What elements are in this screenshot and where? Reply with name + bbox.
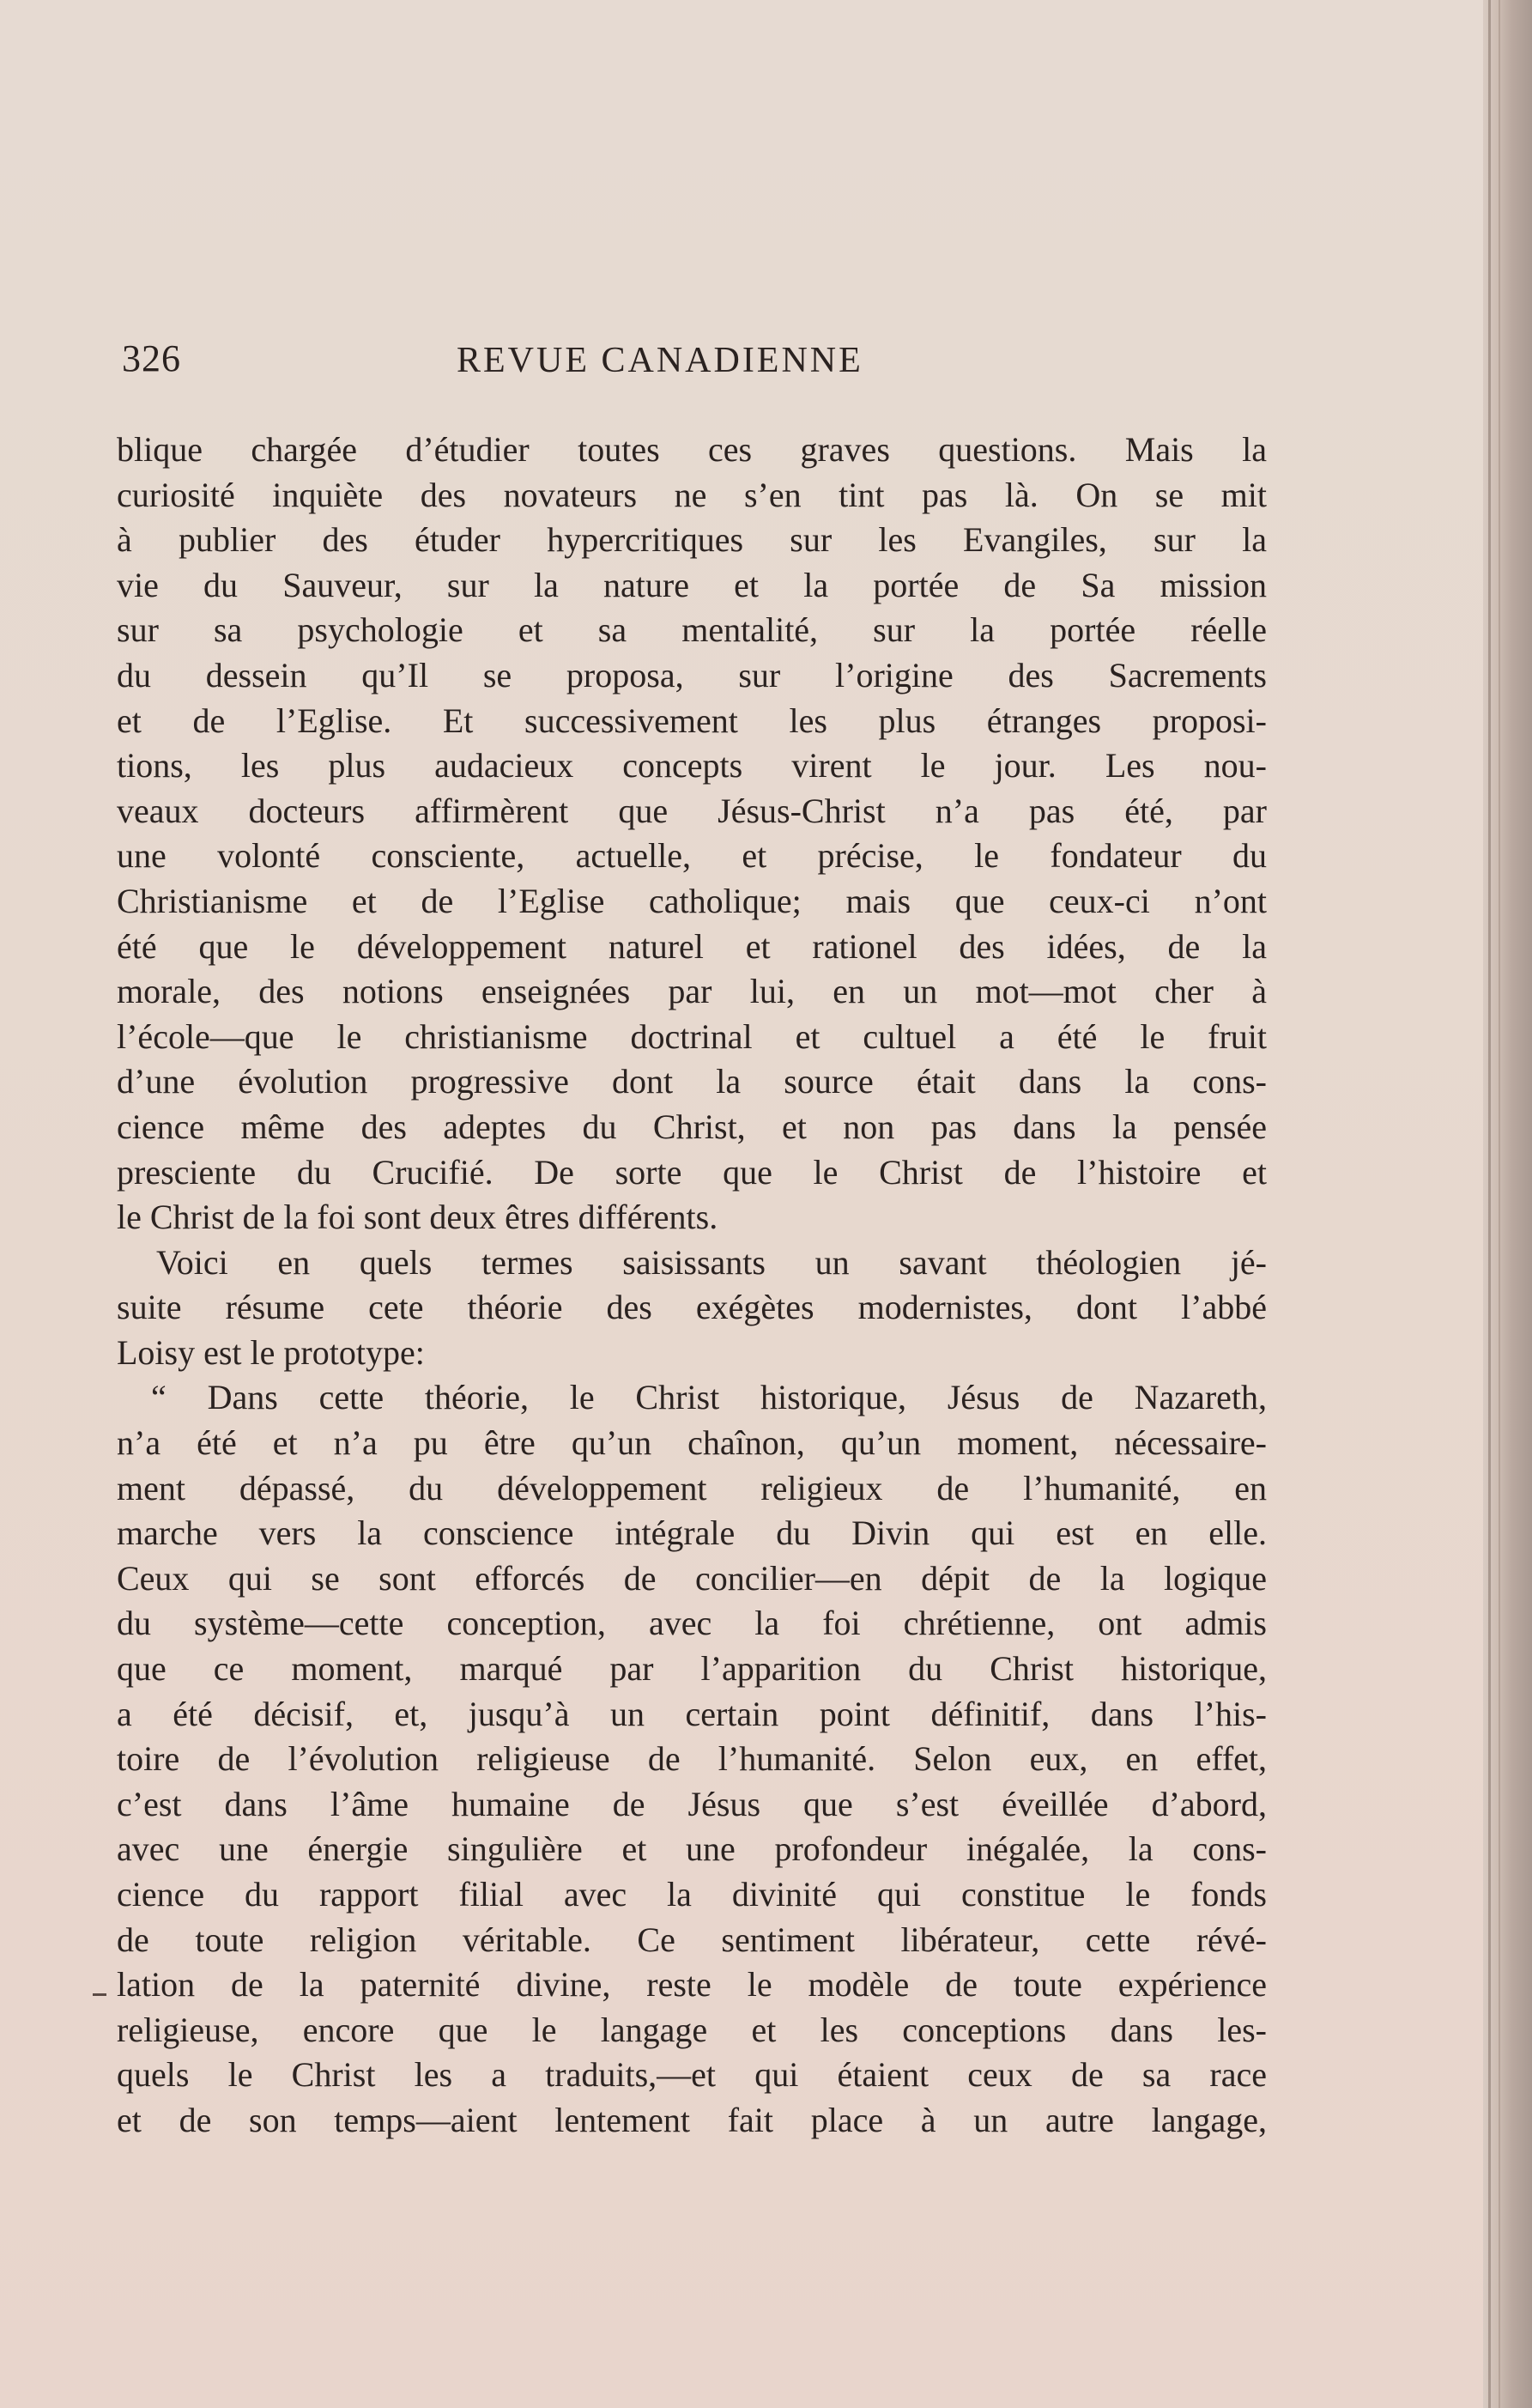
text-line: que ce moment, marqué par l’apparition du Christ historique, [117,1649,1267,1689]
text-line: suite résume cete théorie des exégètes modernistes, dont l’abbé [117,1288,1267,1327]
page-edge [1483,0,1532,2408]
text-line: été que le développement naturel et rationel des idées, de la [117,926,1267,966]
text-line: veaux docteurs affirmèrent que Jésus-Christ n’a pas été, par [117,791,1267,830]
text-line: Christianisme et de l’Eglise catholique; mais que ceux-ci n’ont [117,881,1267,920]
text-line: l’école—que le christianisme doctrinal et cultuel a été le fruit [117,1016,1267,1056]
text-line: a été décisif, et, jusqu’à un certain point définitif, dans l’his- [117,1694,1267,1733]
text-line: et de l’Eglise. Et successivement les plus étranges proposi- [117,701,1267,740]
margin-mark [93,1993,106,1996]
text-line: du dessein qu’Il se proposa, sur l’origine des Sacrements [117,655,1267,694]
text-line: lation de la paternité divine, reste le modèle de toute expérience [117,1965,1267,2005]
text-line: “ Dans cette théorie, le Christ historique, Jésus de Nazareth, [151,1378,1267,1417]
text-line: Ceux qui se sont efforcés de concilier—en dépit de la logique [117,1558,1267,1598]
text-line: vie du Sauveur, sur la nature et la portée de Sa mission [117,565,1267,604]
text-line: presciente du Crucifié. De sorte que le Christ de l’histoire et [117,1152,1267,1192]
text-line: blique chargée d’étudier toutes ces graves questions. Mais la [117,430,1267,469]
text-line: une volonté consciente, actuelle, et précise, le fondateur du [117,836,1267,876]
text-line: c’est dans l’âme humaine de Jésus que s’est éveillée d’abord, [117,1784,1267,1823]
text-line: d’une évolution progressive dont la source était dans la cons- [117,1062,1267,1101]
text-line: sur sa psychologie et sa mentalité, sur la portée réelle [117,610,1267,650]
page-number: 326 [122,337,181,379]
running-title: REVUE CANADIENNE [457,341,863,380]
text-line: curiosité inquiète des novateurs ne s’en tint pas là. On se mit [117,475,1267,514]
text-line: ment dépassé, du développement religieux de l’humanité, en [117,1468,1267,1507]
text-line: cience même des adeptes du Christ, et non pas dans la pensée [117,1107,1267,1146]
text-line: morale, des notions enseignées par lui, en un mot—mot cher à [117,972,1267,1011]
text-line: cience du rapport filial avec la divinité qui constitue le fonds [117,1875,1267,1914]
text-line: Voici en quels termes saisissants un savant théologien jé- [156,1242,1267,1282]
text-line: n’a été et n’a pu être qu’un chaînon, qu’un moment, nécessaire- [117,1423,1267,1463]
text-line: de toute religion véritable. Ce sentiment libérateur, cette révé- [117,1920,1267,1959]
text-line: religieuse, encore que le langage et les conceptions dans les- [117,2010,1267,2049]
text-line: Loisy est le prototype: [117,1332,425,1372]
text-line: le Christ de la foi sont deux êtres différents. [117,1198,718,1237]
body-text [117,428,1267,2144]
text-line: et de son temps—aient lentement fait place à un autre langage, [117,2100,1267,2139]
text-line: toire de l’évolution religieuse de l’humanité. Selon eux, en effet, [117,1739,1267,1779]
text-line: marche vers la conscience intégrale du Divin qui est en elle. [117,1513,1267,1553]
text-line: du système—cette conception, avec la foi chrétienne, ont admis [117,1604,1267,1643]
text-line: avec une énergie singulière et une profondeur inégalée, la cons- [117,1829,1267,1869]
text-line: à publier des étuder hypercritiques sur les Evangiles, sur la [117,520,1267,560]
text-line: tions, les plus audacieux concepts virent le jour. Les nou- [117,746,1267,785]
text-line: quels le Christ les a traduits,—et qui étaient ceux de sa race [117,2055,1267,2095]
page-header [122,337,1263,388]
